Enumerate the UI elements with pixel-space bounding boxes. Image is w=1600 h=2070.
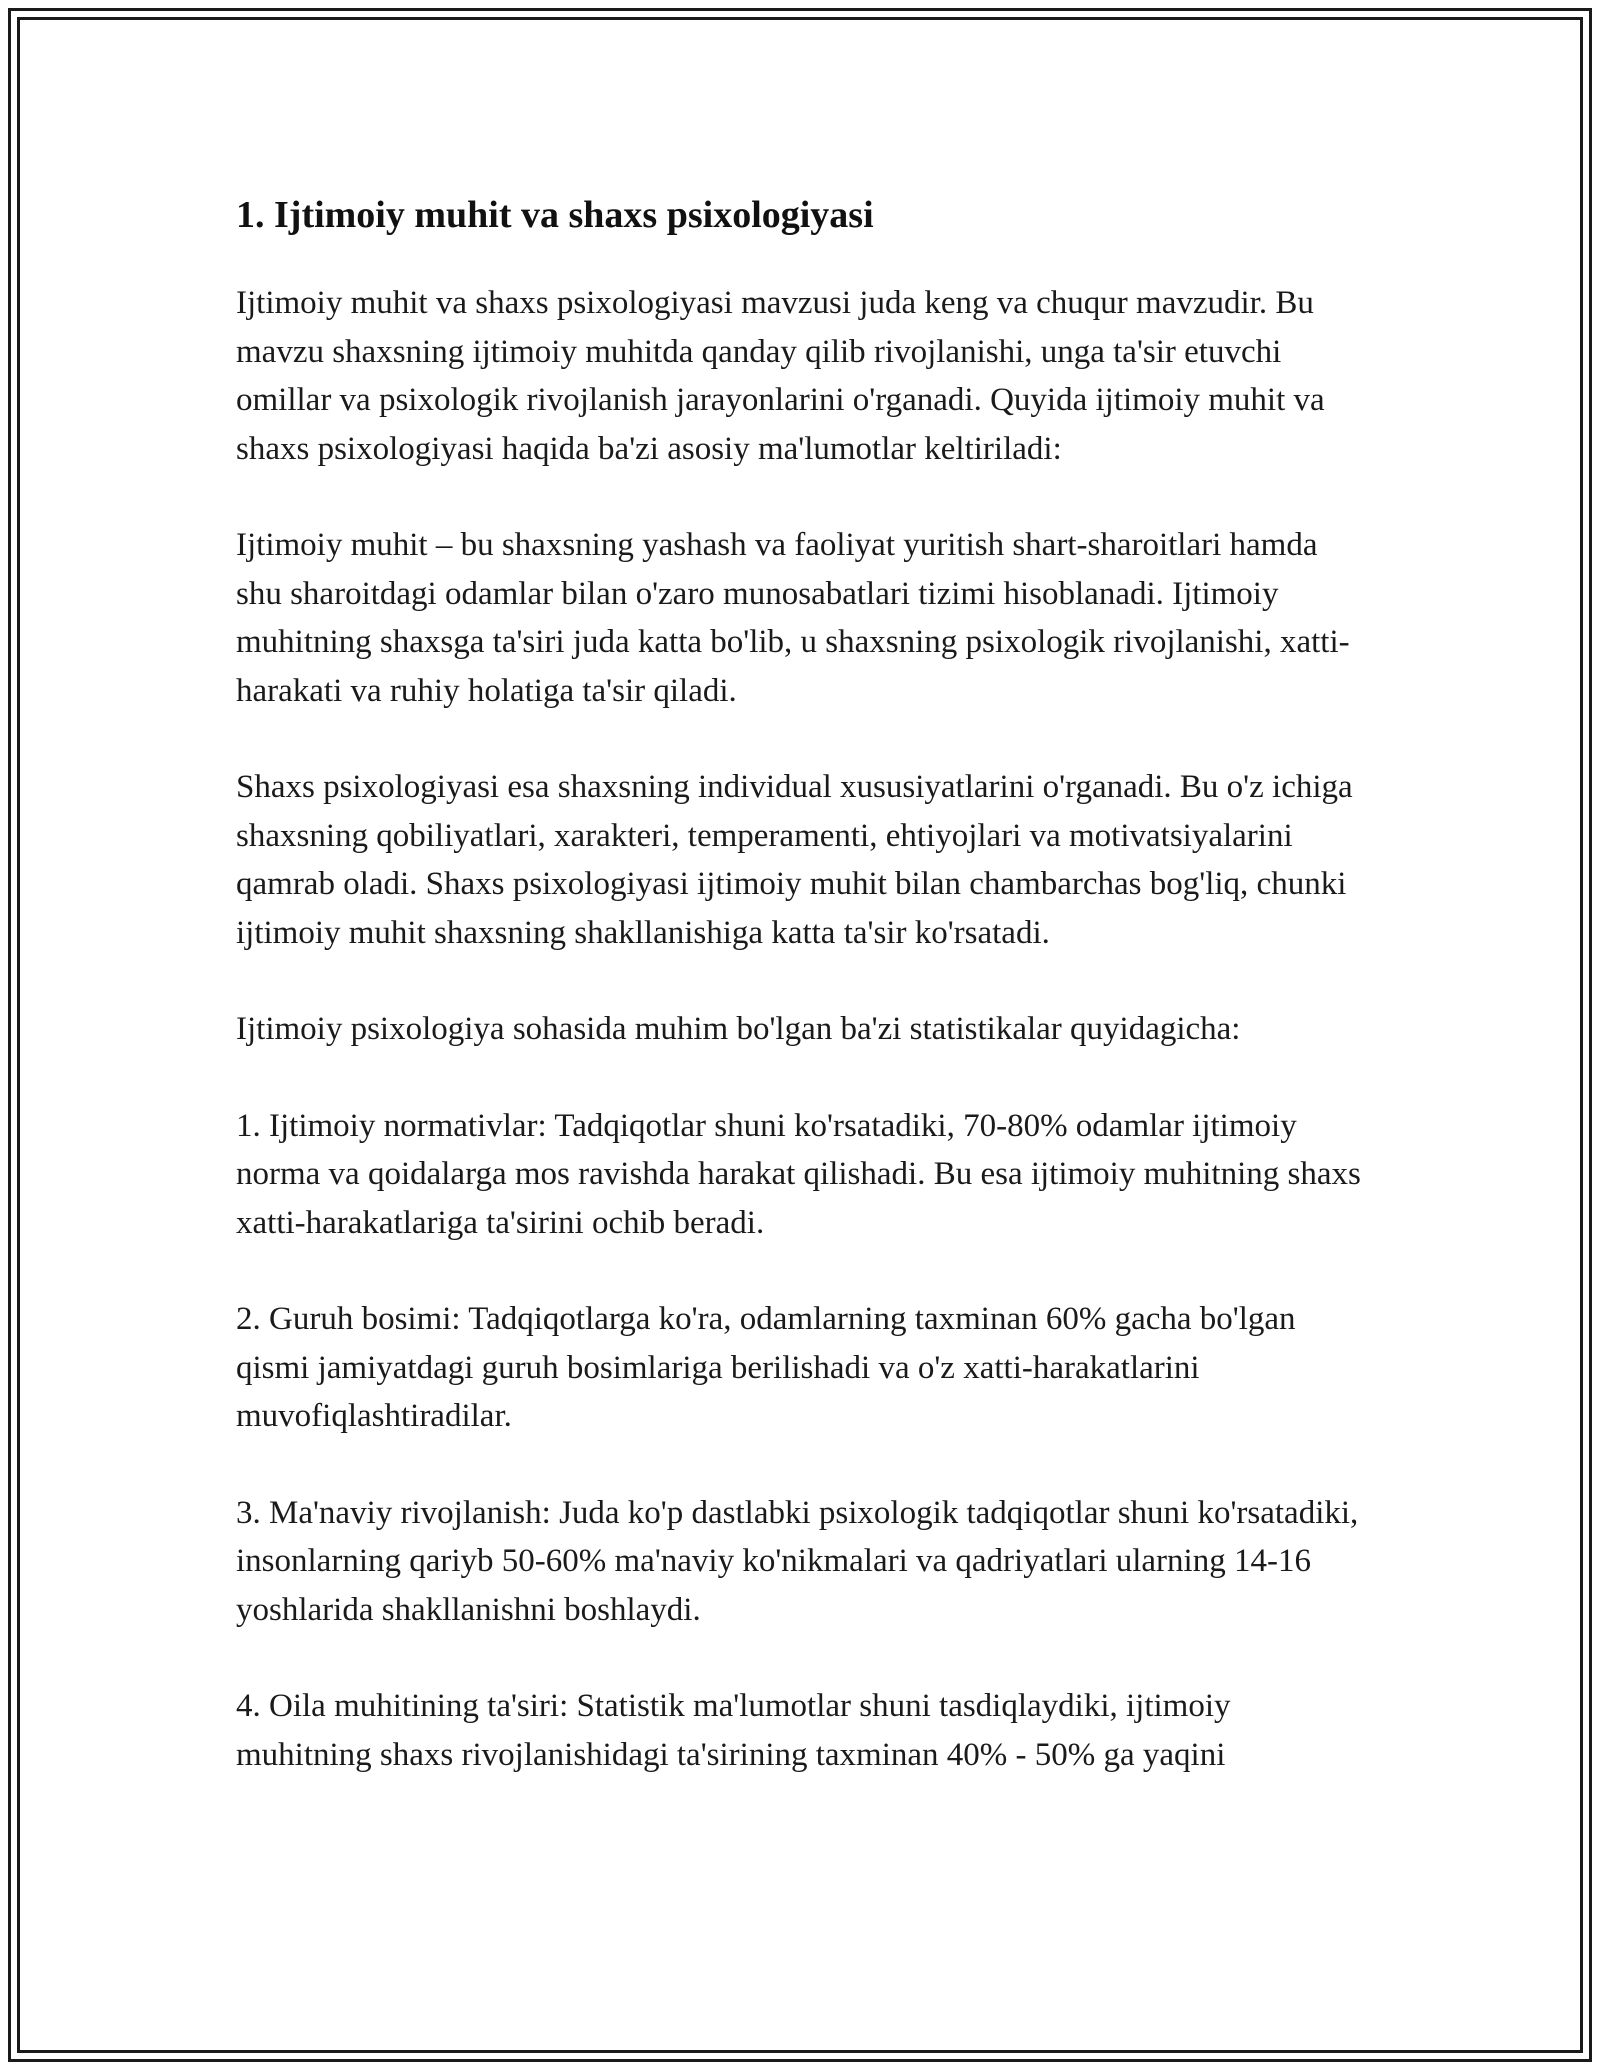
list-item-family-environment: 4. Oila muhitining ta'siri: Statistik ma'lumotlar shuni tasdiqlaydiki, ijtimoiy muhitning shaxs rivojlanishidagi ta'sirining taxminan 40% - 50% ga yaqini [236,1688,1231,1773]
paragraph-social-environment: Ijtimoiy muhit – bu shaxsning yashash va faoliyat yuritish shart-sharoitlari hamda shu sharoitdagi odamlar bilan o'zaro munosabatlari tizimi hisoblanadi. Ijtimoiy muhitning shaxsga ta'siri juda katta bo'lib, u shaxsning psixologik rivojlanishi, xatti-harakati va ruhiy holatiga ta'sir qiladi. [236,527,1350,709]
list-item-group-pressure: 2. Guruh bosimi: Tadqiqotlarga ko'ra, odamlarning taxminan 60% gacha bo'lgan qismi jamiyatdagi guruh bosimlariga berilishadi va o'z xatti-harakatlarini muvofiqlashtiradilar. [236,1301,1296,1434]
paragraph-intro: Ijtimoiy muhit va shaxs psixologiyasi mavzusi juda keng va chuqur mavzudir. Bu mavzu shaxsning ijtimoiy muhitda qanday qilib rivojlanishi, unga ta'sir etuvchi omillar va psixologik rivojlanish jarayonlarini o'rganadi. Quyida ijtimoiy muhit va shaxs psixologiyasi haqida ba'zi asosiy ma'lumotlar keltiriladi: [236,285,1325,467]
paragraph-statistics-intro: Ijtimoiy psixologiya sohasida muhim bo'lgan ba'zi statistikalar quyidagicha: [236,1011,1241,1047]
paragraph-personality-psychology: Shaxs psixologiyasi esa shaxsning individual xususiyatlarini o'rganadi. Bu o'z ichiga shaxsning qobiliyatlari, xarakteri, temperamenti, ehtiyojlari va motivatsiyalarini qamrab oladi. Shaxs psixologiyasi ijtimoiy muhit bilan chambarchas bog'liq, chunki ijtimoiy muhit shaxsning shakllanishiga katta ta'sir ko'rsatadi. [236,769,1353,951]
document-body [236,183,1371,1779]
list-item-moral-development: 3. Ma'naviy rivojlanish: Juda ko'p dastlabki psixologik tadqiqotlar shuni ko'rsatadiki, insonlarning qariyb 50-60% ma'naviy ko'nikmalari va qadriyatlari ularning 14-16 yoshlarida shakllanishni boshlaydi. [236,1494,1359,1628]
list-item-social-norms: 1. Ijtimoiy normativlar: Tadqiqotlar shuni ko'rsatadiki, 70-80% odamlar ijtimoiy norma va qoidalarga mos ravishda harakat qilishadi. Bu esa ijtimoiy muhitning shaxs xatti-harakatlariga ta'sirini ochib beradi. [236,1107,1361,1241]
section-heading: 1. Ijtimoiy muhit va shaxs psixologiyasi [236,194,874,236]
